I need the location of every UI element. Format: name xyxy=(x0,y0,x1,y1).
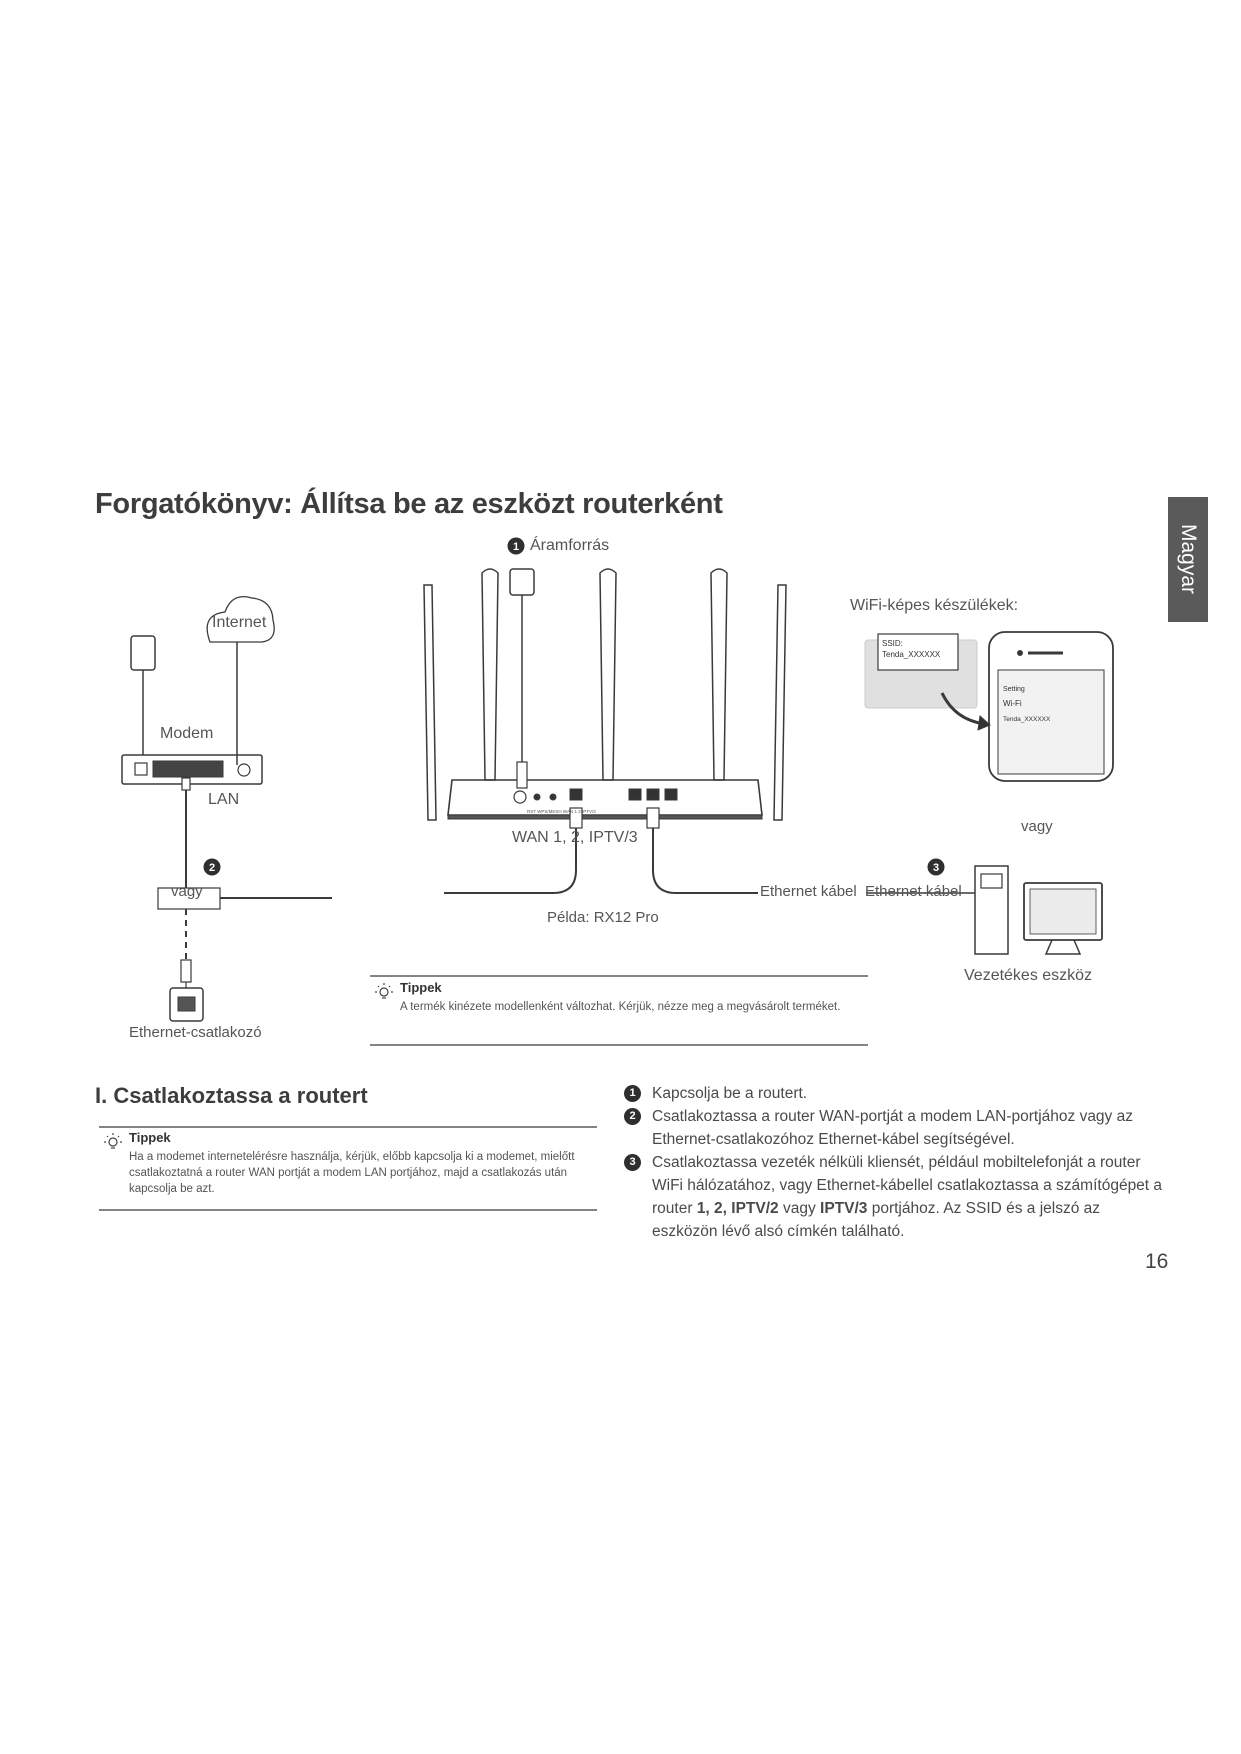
page-title: Forgatókönyv: Állítsa be az eszközt routerként xyxy=(95,488,723,520)
antenna-1 xyxy=(424,585,436,820)
tip-bottom-title: Tippek xyxy=(129,1130,171,1145)
language-tab-label: Magyar xyxy=(1177,523,1200,595)
step-1 xyxy=(624,1082,1164,1105)
phone-wifi: Wi-Fi xyxy=(1003,699,1022,708)
router-port-labels: RST WPS/MESH WAN 1 2 IPTV/3 xyxy=(527,809,596,814)
step-1-number: 1 xyxy=(624,1085,641,1102)
lightbulb-icon xyxy=(104,1133,122,1148)
antenna-2 xyxy=(482,569,498,780)
ethernet-cable-label-1: Ethernet kábel xyxy=(760,883,857,900)
modem-adapter-icon xyxy=(131,636,155,670)
step-2 xyxy=(624,1105,1164,1151)
wifi-devices-label: WiFi-képes készülékek: xyxy=(850,597,1019,614)
step-2-text: Csatlakoztassa a router WAN-portját a modem LAN-portjához vagy az Ethernet-csatlakozóhoz Ethernet-kábel segítségével. xyxy=(652,1108,1133,1148)
router-icon xyxy=(448,780,762,815)
phone-network: Tenda_XXXXXX xyxy=(1003,716,1051,723)
svg-text:2: 2 xyxy=(208,862,216,874)
ethernet-cable-label-2: Ethernet kábel xyxy=(865,883,962,900)
tip-bottom-text: Ha a modemet internetelérésre használja, kérjük, előbb kapcsolja ki a modemet, mielőtt csatlakoztatná a router WAN portját a modem LAN portjához, majd a csatlakozás után kapcsolja be azt. xyxy=(129,1151,575,1195)
page-number: 16 xyxy=(1145,1250,1169,1273)
ethernet-socket-label: Ethernet-csatlakozó xyxy=(129,1024,262,1041)
phone-setting: Setting xyxy=(1003,686,1025,693)
section-title: I. Csatlakoztassa a routert xyxy=(95,1083,368,1108)
lan-label: LAN xyxy=(208,791,240,808)
antenna-4 xyxy=(711,569,727,780)
step-3-number: 3 xyxy=(624,1154,641,1171)
modem-label: Modem xyxy=(160,725,214,742)
svg-text:1: 1 xyxy=(512,541,520,553)
lightbulb-icon xyxy=(375,983,393,998)
vagy-left-label: vagy xyxy=(171,883,203,900)
internet-label: Internet xyxy=(212,614,267,631)
computer-tower-icon xyxy=(975,866,1008,954)
power-label: Áramforrás xyxy=(530,537,610,554)
step-3 xyxy=(624,1151,1164,1243)
antenna-3 xyxy=(600,569,616,780)
svg-text:3: 3 xyxy=(932,862,940,874)
antenna-5 xyxy=(774,585,786,820)
ssid-value: Tenda_XXXXXX xyxy=(882,650,941,659)
example-label: Példa: RX12 Pro xyxy=(547,909,659,926)
tip-top xyxy=(400,980,850,1015)
tip-top-text: A termék kinézete modellenként változhat. Kérjük, nézze meg a megvásárolt terméket. xyxy=(400,1001,841,1013)
step-2-number: 2 xyxy=(624,1108,641,1125)
router-adapter-icon xyxy=(510,569,534,595)
vagy-right-label: vagy xyxy=(1021,818,1053,835)
tip-top-title: Tippek xyxy=(400,980,442,995)
wired-device-label: Vezetékes eszköz xyxy=(964,967,1093,984)
step-3-text: Csatlakoztassa vezeték nélküli kliensét, például mobiltelefonját a router WiFi hálózatához, vagy Ethernet-kábellel csatlakoztassa a számítógépet a router 1, 2, IPTV/2 vagy IPTV/3 portjához. Az SSID és a jelszó az eszközön lévő alsó címkén található. xyxy=(652,1154,1163,1240)
wan-label: WAN 1, 2, IPTV/3 xyxy=(512,829,638,846)
ssid-label: SSID: xyxy=(882,639,903,648)
step-1-text: Kapcsolja be a routert. xyxy=(652,1085,808,1102)
tip-bottom xyxy=(129,1130,594,1197)
